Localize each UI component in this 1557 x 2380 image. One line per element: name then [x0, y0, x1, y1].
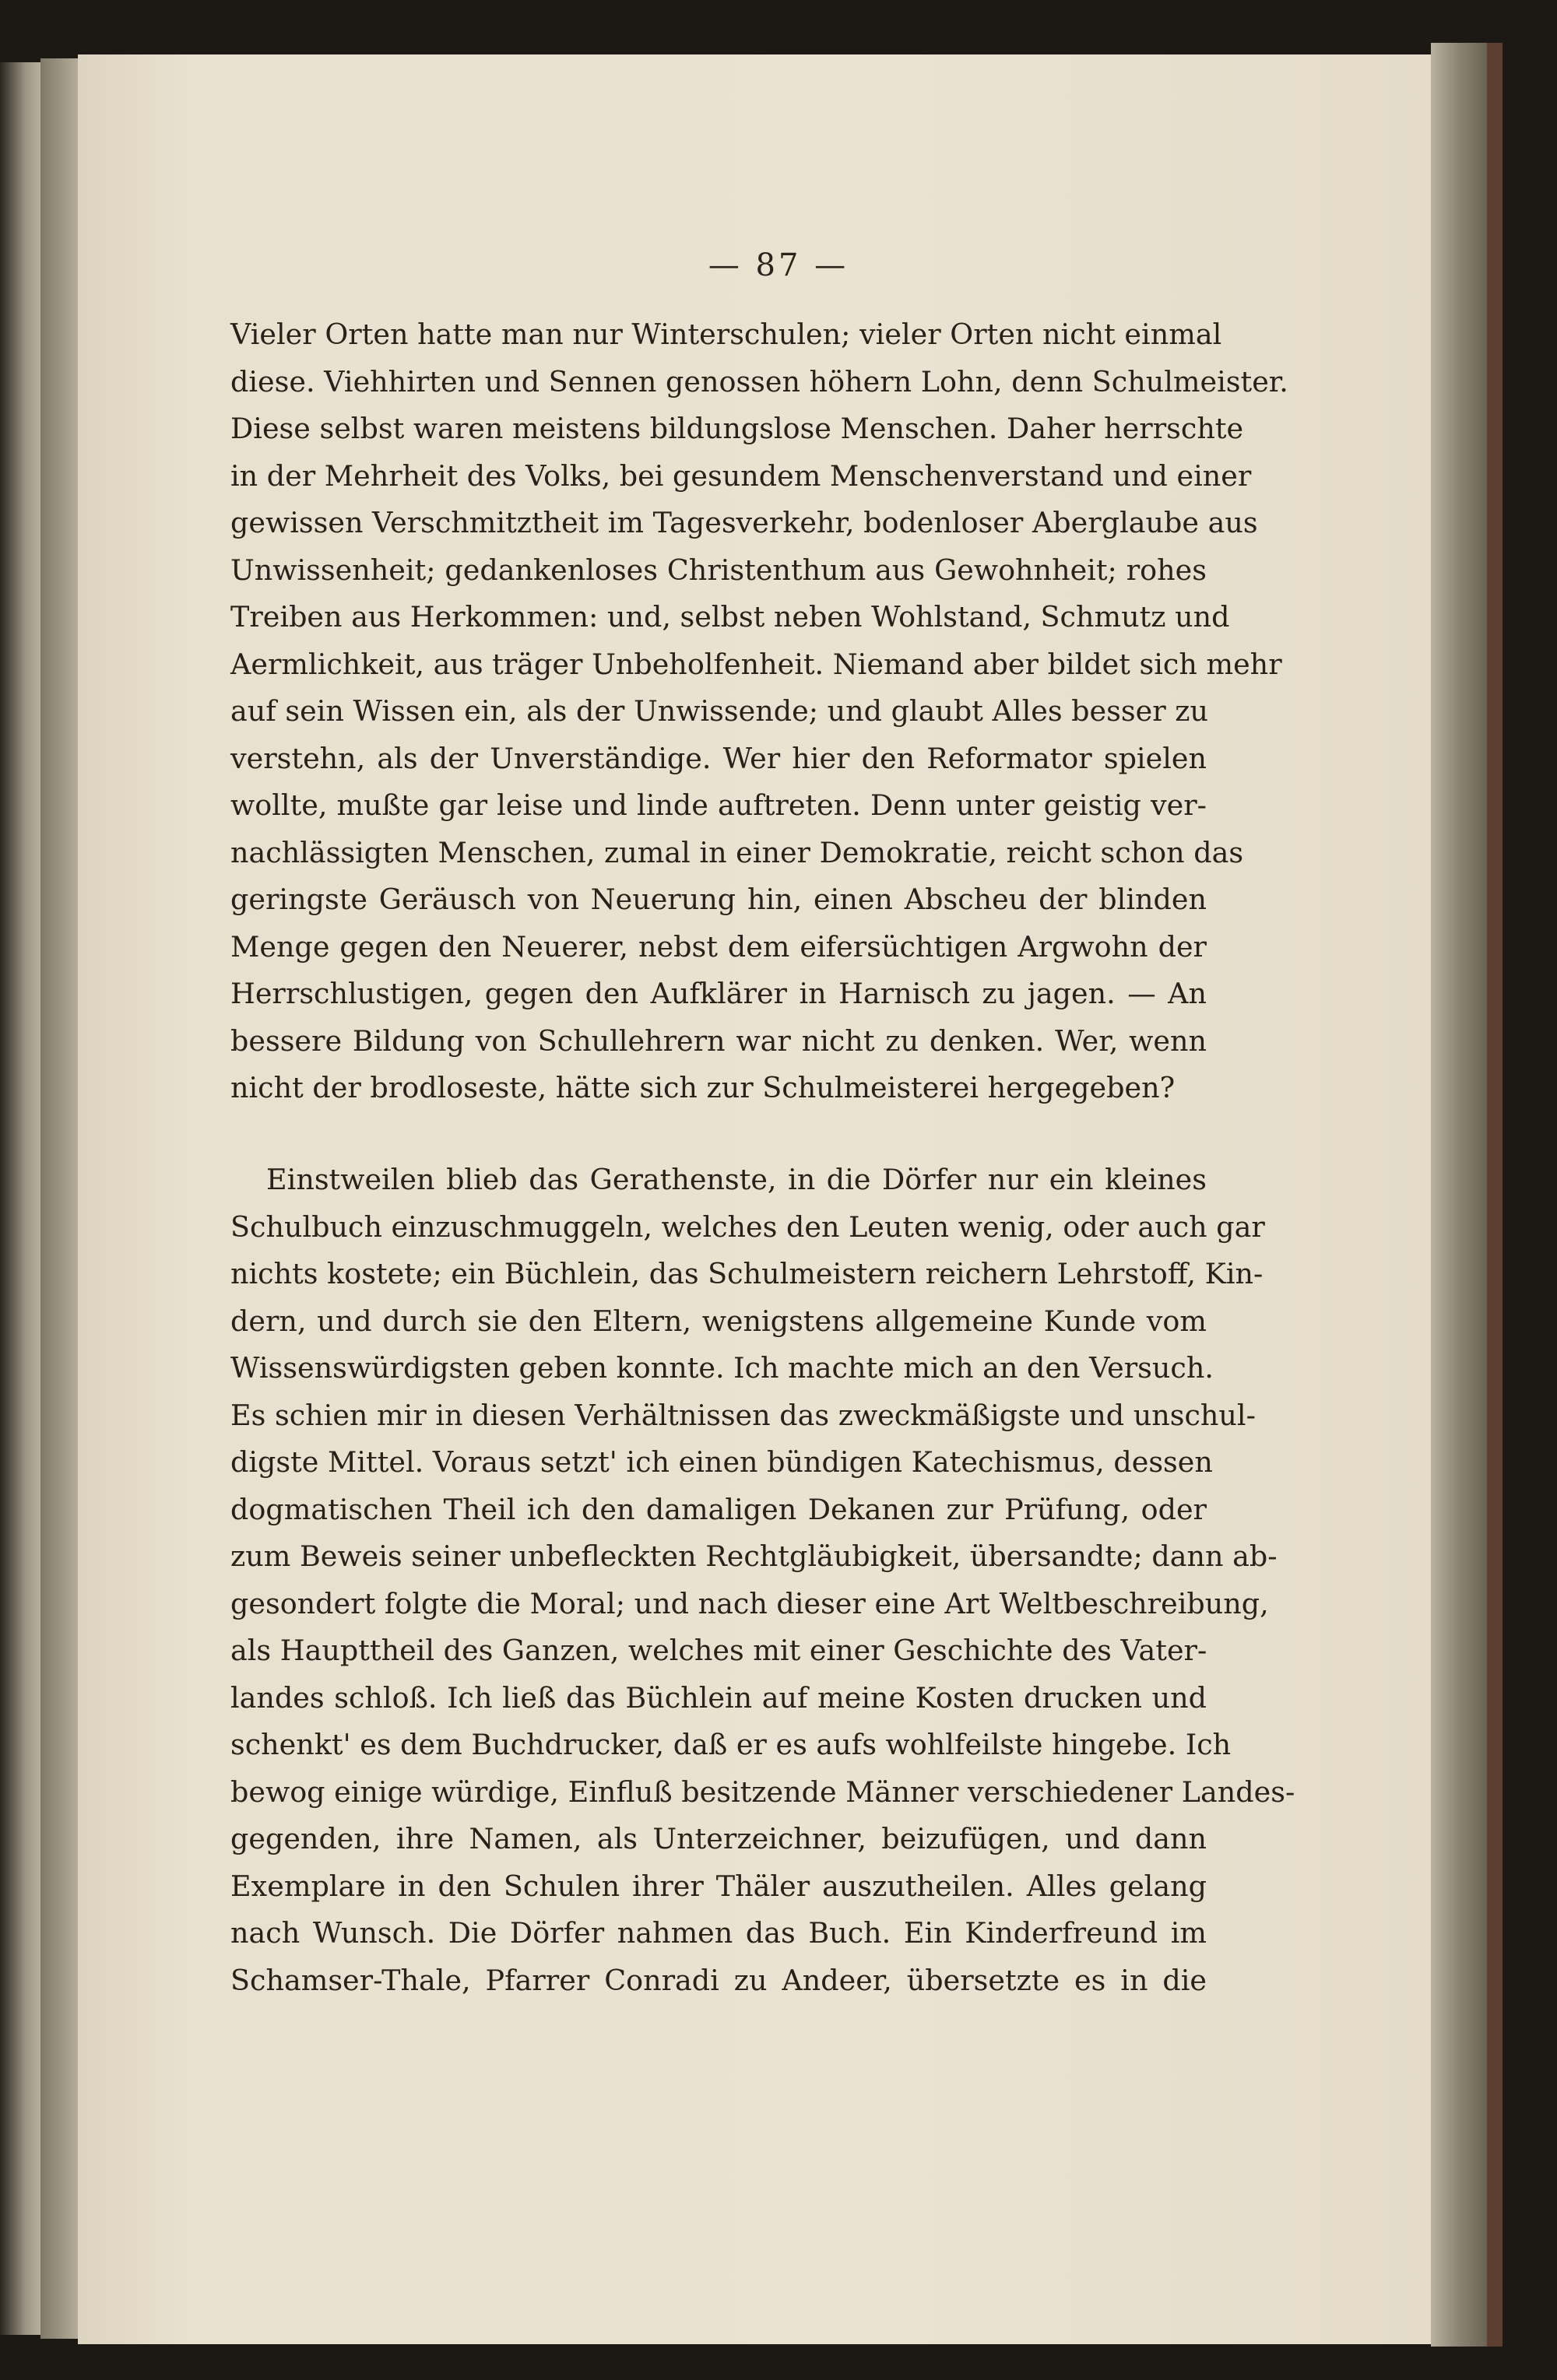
previous-page-edge	[0, 62, 47, 2335]
text-line: als Haupttheil des Ganzen, welches mit einer Geschichte des Vater-	[230, 1634, 1207, 1667]
text-line: nichts kostete; ein Büchlein, das Schulmeistern reichern Lehrstoff, Kin-	[230, 1257, 1264, 1290]
paragraph-2	[230, 1157, 1295, 2004]
text-line: auf sein Wissen ein, als der Unwissende; und glaubt Alles besser zu	[230, 694, 1208, 728]
text-line: gewissen Verschmitztheit im Tagesverkehr, bodenloser Aberglaube aus	[230, 506, 1258, 539]
text-line: zum Beweis seiner unbefleckten Rechtgläubigkeit, übersandte; dann ab-	[230, 1539, 1278, 1573]
text-line: bessere Bildung von Schullehrern war nicht zu denken. Wer, wenn	[230, 1023, 1207, 1058]
text-line: Unwissenheit; gedankenloses Christenthum aus Gewohnheit; rohes	[230, 553, 1207, 587]
text-line: Diese selbst waren meistens bildungslose Menschen. Daher herrschte	[230, 412, 1244, 445]
text-line: Schamser-Thale, Pfarrer Conradi zu Andeer, übersetzte es in die	[230, 1963, 1207, 1997]
text-line: verstehn, als der Unverständige. Wer hier den Reformator spielen	[230, 741, 1207, 775]
text-line: Vieler Orten hatte man nur Winterschulen; vieler Orten nicht einmal	[230, 318, 1222, 351]
text-line: Treiben aus Herkommen: und, selbst neben Wohlstand, Schmutz und	[230, 600, 1230, 634]
text-line: landes schloß. Ich ließ das Büchlein auf meine Kosten drucken und	[230, 1680, 1207, 1715]
text-line: geringste Geräusch von Neuerung hin, einen Abscheu der blinden	[230, 883, 1207, 916]
text-line: bewog einige würdige, Einfluß besitzende Männer verschiedener Landes-	[230, 1774, 1295, 1809]
text-line: Menge gegen den Neuerer, nebst dem eifersüchtigen Argwohn der	[230, 929, 1207, 964]
text-line: Aermlichkeit, aus träger Unbeholfenheit. Niemand aber bildet sich mehr	[230, 647, 1282, 681]
text-line: nicht der brodloseste, hätte sich zur Schulmeisterei hergegeben?	[230, 1071, 1176, 1104]
text-line: Herrschlustigen, gegen den Aufklärer in Harnisch zu jagen. — An	[230, 977, 1207, 1010]
text-line: Einstweilen blieb das Gerathenste, in die Dörfer nur ein kleines	[266, 1163, 1207, 1196]
text-line: schenkt' es dem Buchdrucker, daß er es aufs wohlfeilste hingebe. Ich	[230, 1728, 1232, 1761]
paragraph-1	[230, 311, 1288, 1112]
text-line: nachlässigten Menschen, zumal in einer Demokratie, reicht schon das	[230, 835, 1244, 869]
page-number: — 87 —	[708, 247, 849, 283]
text-line: nach Wunsch. Die Dörfer nahmen das Buch. Ein Kinderfreund im	[230, 1916, 1207, 1950]
text-line: diese. Viehhirten und Sennen genossen höhern Lohn, denn Schulmeister.	[230, 364, 1288, 398]
text-line: gesondert folgte die Moral; und nach dieser eine Art Weltbeschreibung,	[230, 1586, 1269, 1620]
page-stack-edge	[1431, 43, 1503, 2347]
text-line: Es schien mir in diesen Verhältnissen das zweckmäßigste und unschul-	[230, 1398, 1256, 1432]
text-line: in der Mehrheit des Volks, bei gesundem Menschenverstand und einer	[230, 458, 1252, 493]
text-line: Exemplare in den Schulen ihrer Thäler auszutheilen. Alles gelang	[230, 1869, 1207, 1903]
text-line: dern, und durch sie den Eltern, wenigstens allgemeine Kunde vom	[230, 1304, 1207, 1338]
text-line: wollte, mußte gar leise und linde auftreten. Denn unter geistig ver-	[230, 788, 1207, 822]
text-line: dogmatischen Theil ich den damaligen Dekanen zur Prüfung, oder	[230, 1492, 1207, 1526]
text-line: digste Mittel. Voraus setzt' ich einen bündigen Katechismus, dessen	[230, 1445, 1213, 1479]
text-line: Wissenswürdigsten geben konnte. Ich machte mich an den Versuch.	[230, 1351, 1214, 1385]
text-line: Schulbuch einzuschmuggeln, welches den Leuten wenig, oder auch gar	[230, 1209, 1265, 1244]
text-line: gegenden, ihre Namen, als Unterzeichner, beizufügen, und dann	[230, 1822, 1207, 1855]
